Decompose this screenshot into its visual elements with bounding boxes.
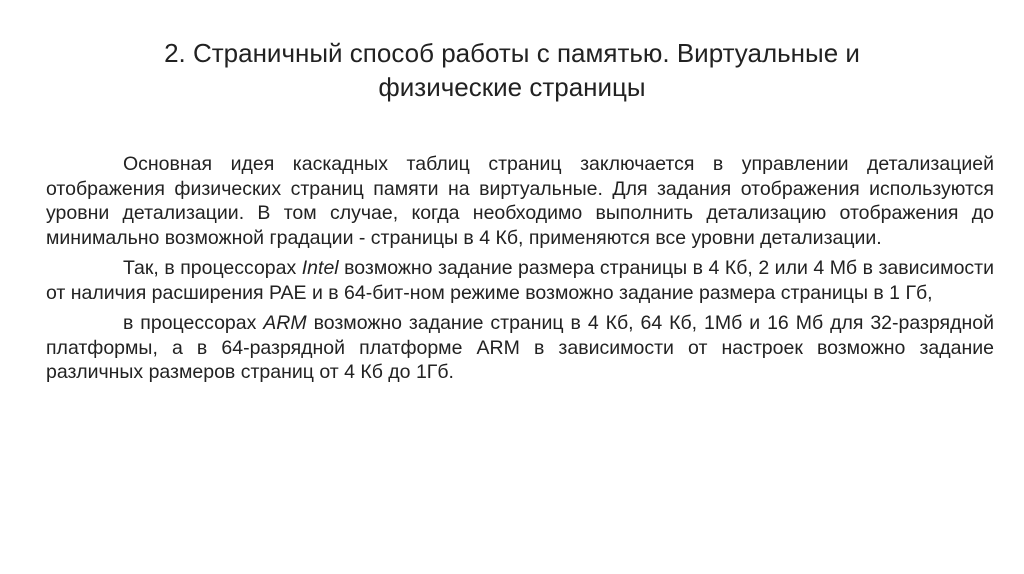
slide-title-line2: физические страницы xyxy=(378,72,646,102)
intel-term: Intel xyxy=(301,257,339,279)
paragraph-intel-after: возможно задание размера страницы в 4 Кб, 2 или 4 Мб в зависимости от наличия расширения PAE и в 64-бит-ном режиме возможно задание размера страницы в 1 Гб, xyxy=(46,257,994,304)
paragraph-intel xyxy=(46,256,994,305)
arm-term: ARM xyxy=(263,312,307,334)
paragraph-arm xyxy=(46,311,994,385)
slide-body xyxy=(46,152,994,391)
paragraph-intel-before: Так, в процессорах xyxy=(123,257,302,279)
paragraph-arm-before: в процессорах xyxy=(123,312,264,334)
paragraph-arm-after: возможно задание страниц в 4 Кб, 64 Кб, 1Мб и 16 Мб для 32-разрядной платформы, а в 64-разрядной платформе ARM в зависимости от настроек возможно задание различных размеров страниц от 4 Кб до 1Гб. xyxy=(46,312,994,383)
paragraph-cascade-tables: Основная идея каскадных таблиц страниц заключается в управлении детализацией отображения физических страниц памяти на виртуальные. Для задания отображения используются уровни детализации. В том случае, когда необходимо выполнить детализацию отображения до минимально возможной градации - страницы в 4 Кб, применяются все уровни детализации. xyxy=(46,153,994,249)
slide-title xyxy=(60,36,964,104)
slide-title-line1: 2. Страничный способ работы с памятью. Виртуальные и xyxy=(164,38,860,68)
